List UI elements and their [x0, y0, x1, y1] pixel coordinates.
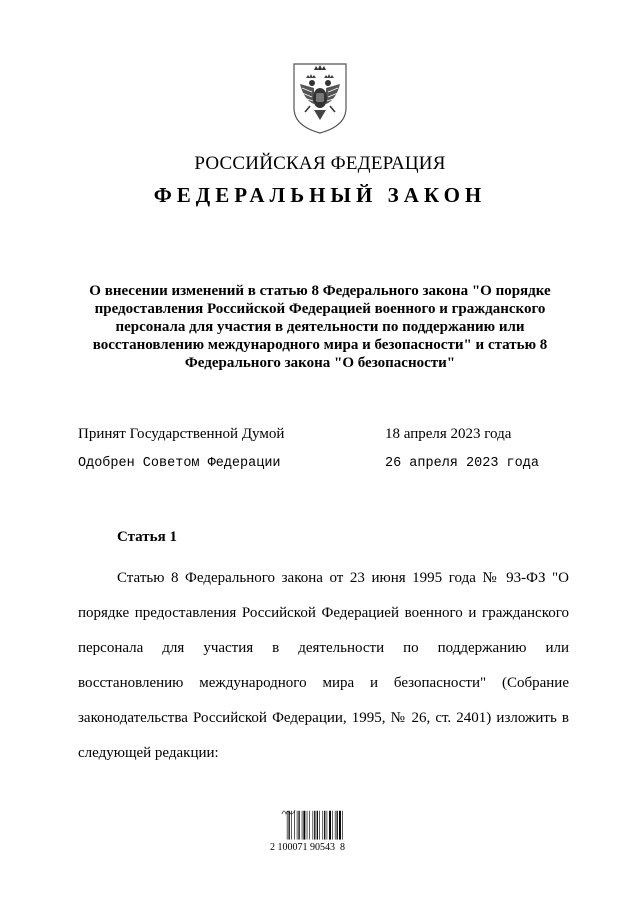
adoption-date: 26 апреля 2023 года — [385, 456, 539, 471]
adoption-date: 18 апреля 2023 года — [385, 426, 512, 442]
article-body: Статью 8 Федерального закона от 23 июня 1995 года № 93-ФЗ "О порядке предоставления Российской Федерацией военного и гражданского персонала для участия в деятельности по поддержанию или восстановлению международного мира и безопасности" (Собрание законодательства Российской Федерации, 1995, № 26, ст. 2401) изложить в следующей редакции: — [78, 570, 569, 761]
barcode-number: 2 100071 90543 8 — [270, 842, 345, 853]
adoption-label: Принят Государственной Думой — [78, 426, 285, 442]
adoption-label: Одобрен Советом Федерации — [78, 456, 281, 471]
law-title: О внесении изменений в статью 8 Федерального закона "О порядке предоставления Российской Федерацией военного и гражданского персонала для участия в деятельности по поддержанию или восстановлению международного мира и безопасности" и статью 8 Федерального закона "О безопасности" — [89, 283, 551, 371]
adoption-row-duma — [78, 426, 558, 443]
article-heading: Статья 1 — [117, 529, 177, 545]
country-name: РОССИЙСКАЯ ФЕДЕРАЦИЯ — [194, 153, 446, 174]
law-type-heading: ФЕДЕРАЛЬНЫЙ ЗАКОН — [153, 183, 487, 207]
adoption-row-federation-council — [78, 456, 558, 471]
barcode — [270, 805, 380, 841]
coat-of-arms-emblem — [288, 60, 352, 136]
